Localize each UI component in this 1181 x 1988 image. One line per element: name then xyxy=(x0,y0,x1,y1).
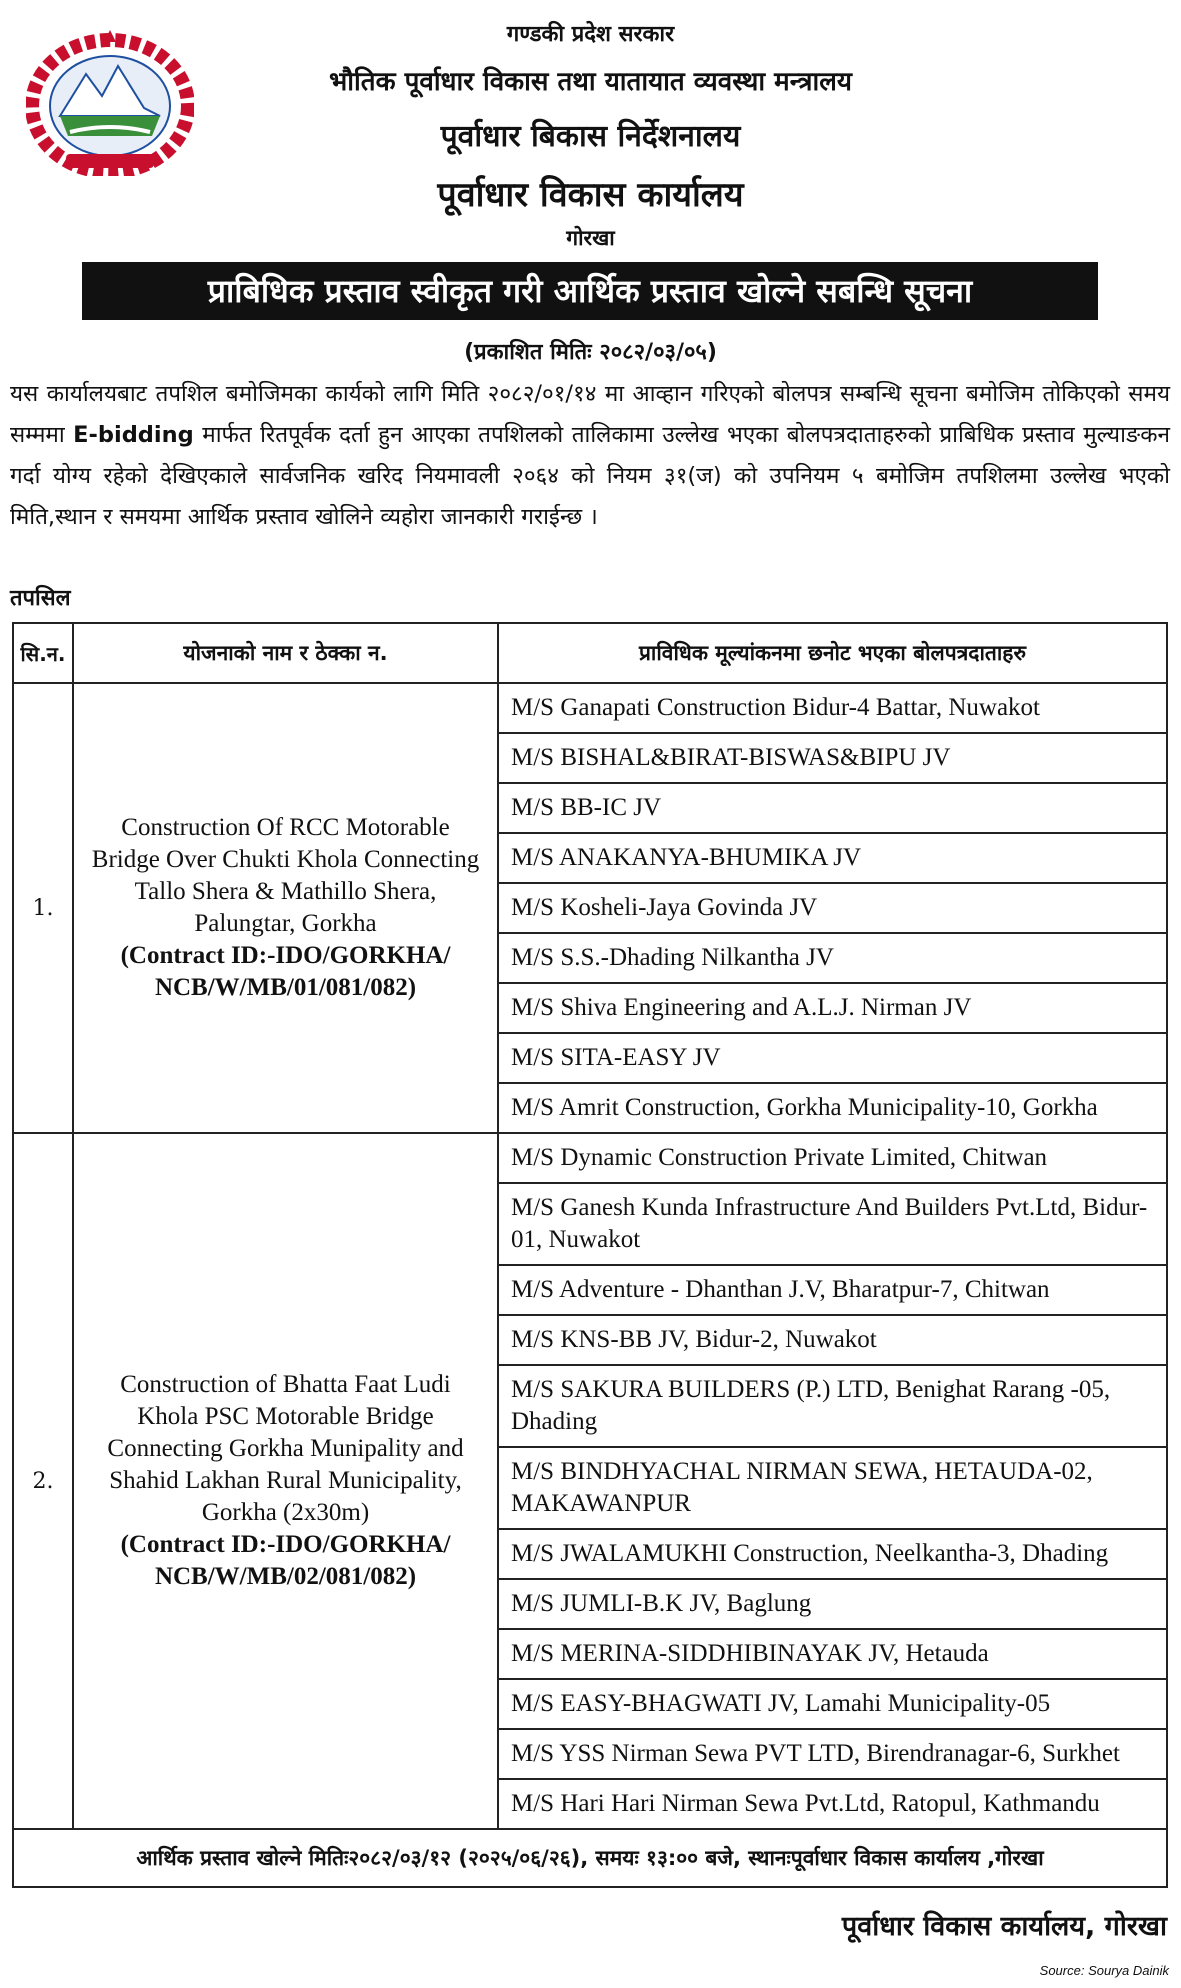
office-heading: पूर्वाधार विकास कार्यालय xyxy=(437,175,744,215)
table-header-row xyxy=(13,623,1167,683)
table-row xyxy=(13,1133,1167,1183)
bidder-name: M/S S.S.-Dhading Nilkantha JV xyxy=(498,933,1167,983)
bidder-name: M/S JUMLI-B.K JV, Baglung xyxy=(498,1579,1167,1629)
row-serial-number: 1. xyxy=(13,683,73,1133)
bidder-name: M/S Dynamic Construction Private Limited, Chitwan xyxy=(498,1133,1167,1183)
bidder-name: M/S SITA-EASY JV xyxy=(498,1033,1167,1083)
notice-body-part2: मार्फत रितपूर्वक दर्ता हुन आएका तपशिलको तालिकामा उल्लेख भएका बोलपत्रदाताहरुको प्राबिधिक प्रस्ताव मुल्याङकन गर्दा योग्य रहेको देखिएकाले सार्वजनिक खरिद नियमावली २०६४ को नियम ३१(ज) को उपनियम ५ बमोजिम तपशिलमा उल्लेख भएको मिति,स्थान र समयमा आर्थिक प्रस्ताव खोलिने व्यहोरा जानकारी गराईन्छ । xyxy=(10,422,1171,530)
header-sn: सि.न. xyxy=(13,623,73,683)
bidder-name: M/S Shiva Engineering and A.L.J. Nirman JV xyxy=(498,983,1167,1033)
project-name: Construction Of RCC Motorable Bridge Over Chukti Khola Connecting Tallo Shera & Mathillo Shera, Palungtar, Gorkha xyxy=(91,814,480,937)
row-serial-number: 2. xyxy=(13,1133,73,1829)
bidder-name: M/S SAKURA BUILDERS (P.) LTD, Benighat Rarang -05, Dhading xyxy=(498,1365,1167,1447)
published-date: (प्रकाशित मितिः २०८२/०३/०५) xyxy=(464,340,717,365)
bidder-name: M/S Adventure - Dhanthan J.V, Bharatpur-7, Chitwan xyxy=(498,1265,1167,1315)
bidders-table xyxy=(12,622,1168,1888)
signature: पूर्वाधार विकास कार्यालय, गोरखा xyxy=(841,1911,1167,1942)
table-body xyxy=(13,683,1167,1829)
bidder-name: M/S Hari Hari Nirman Sewa Pvt.Ltd, Ratopul, Kathmandu xyxy=(498,1779,1167,1829)
header-project: योजनाको नाम र ठेक्का न. xyxy=(73,623,498,683)
bidder-name: M/S Amrit Construction, Gorkha Municipality-10, Gorkha xyxy=(498,1083,1167,1133)
government-heading: गण्डकी प्रदेश सरकार xyxy=(506,22,675,47)
table-row xyxy=(13,683,1167,733)
ministry-heading: भौतिक पूर्वाधार विकास तथा यातायात व्यवस्था मन्त्रालय xyxy=(329,67,852,97)
bidder-name: M/S BINDHYACHAL NIRMAN SEWA, HETAUDA-02, MAKAWANPUR xyxy=(498,1447,1167,1529)
bidder-name: M/S Ganesh Kunda Infrastructure And Builders Pvt.Ltd, Bidur-01, Nuwakot xyxy=(498,1183,1167,1265)
bidder-name: M/S Kosheli-Jaya Govinda JV xyxy=(498,883,1167,933)
bidder-name: M/S EASY-BHAGWATI JV, Lamahi Municipality-05 xyxy=(498,1679,1167,1729)
e-bidding-text: E-bidding xyxy=(73,422,194,448)
bidder-name: M/S JWALAMUKHI Construction, Neelkantha-3, Dhading xyxy=(498,1529,1167,1579)
contract-id: (Contract ID:-IDO/GORKHA/ NCB/W/MB/02/081/082) xyxy=(120,1531,451,1590)
district-heading: गोरखा xyxy=(566,226,615,250)
opening-date-info: आर्थिक प्रस्ताव खोल्ने मितिः२०८२/०३/१२ (२०२५/०६/२६), समयः १३:०० बजे, स्थानःपूर्वाधार विकास कार्यालय ,गोरखा xyxy=(13,1829,1167,1887)
table-footer-row xyxy=(13,1829,1167,1887)
notice-body-part1: यस कार्यालयबाट तपशिल बमोजिमका कार्यको लागि मिति २०८२/०१/१४ मा आव्हान गरिएको बोलपत्र सम्बन्धि सूचना बमोजिम तोकिएको समय सम्ममा xyxy=(10,381,1170,448)
bidder-name: M/S Ganapati Construction Bidur-4 Battar, Nuwakot xyxy=(498,683,1167,733)
schedule-heading: तपसिल xyxy=(10,586,71,611)
bidder-name: M/S MERINA-SIDDHIBINAYAK JV, Hetauda xyxy=(498,1629,1167,1679)
notice-body xyxy=(10,374,1170,538)
contract-id: (Contract ID:-IDO/GORKHA/ NCB/W/MB/01/081/082) xyxy=(120,942,451,1001)
directorate-heading: पूर्वाधार बिकास निर्देशनालय xyxy=(440,119,741,154)
notice-title-banner: प्राबिधिक प्रस्ताव स्वीकृत गरी आर्थिक प्रस्ताव खोल्ने सबन्धि सूचना xyxy=(82,262,1098,320)
project-cell xyxy=(73,1133,498,1829)
bidder-name: M/S KNS-BB JV, Bidur-2, Nuwakot xyxy=(498,1315,1167,1365)
source-credit: Source: Sourya Dainik xyxy=(1039,1963,1169,1978)
header-bidders: प्राविधिक मूल्यांकनमा छनोट भएका बोलपत्रदाताहरु xyxy=(498,623,1167,683)
project-cell xyxy=(73,683,498,1133)
project-name: Construction of Bhatta Faat Ludi Khola PSC Motorable Bridge Connecting Gorkha Munipality and Shahid Lakhan Rural Municipality, Gorkha (2x30m) xyxy=(107,1371,464,1526)
bidder-name: M/S BB-IC JV xyxy=(498,783,1167,833)
bidder-name: M/S BISHAL&BIRAT-BISWAS&BIPU JV xyxy=(498,733,1167,783)
bidder-name: M/S ANAKANYA-BHUMIKA JV xyxy=(498,833,1167,883)
bidder-name: M/S YSS Nirman Sewa PVT LTD, Birendranagar-6, Surkhet xyxy=(498,1729,1167,1779)
